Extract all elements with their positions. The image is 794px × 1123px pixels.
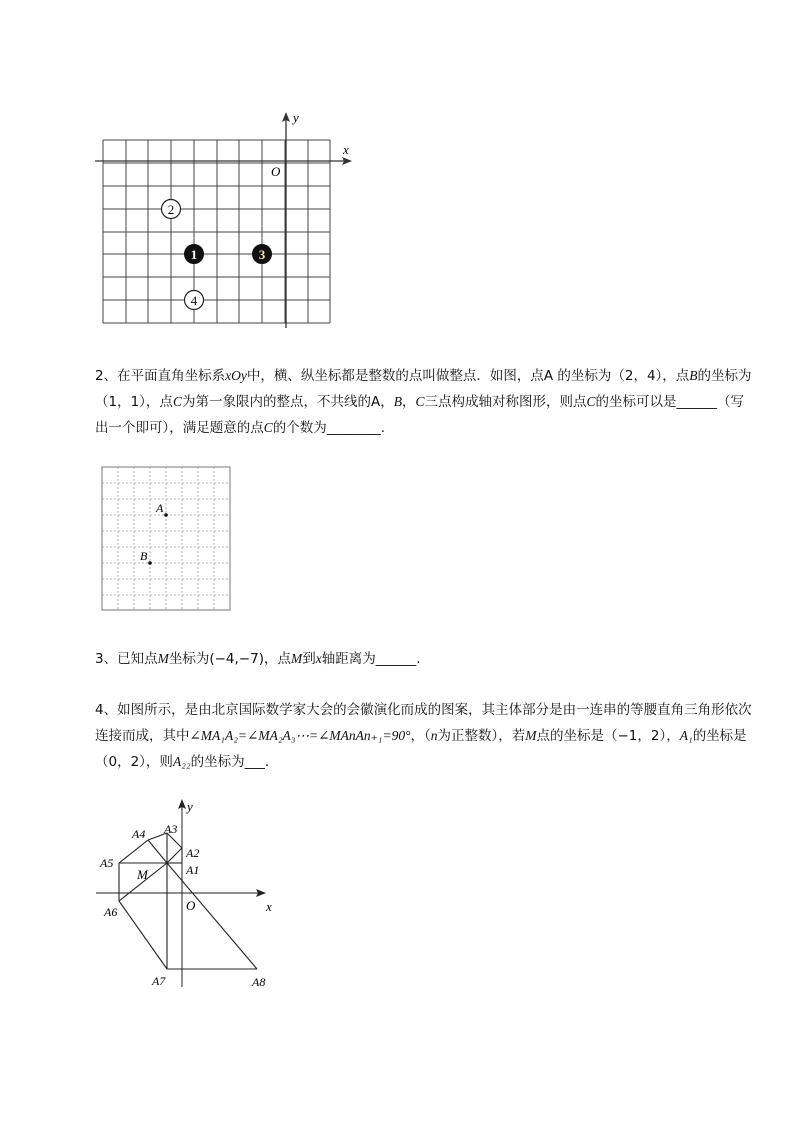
q4-text-6: 的坐标为___. — [190, 754, 270, 770]
q2-c2: C — [415, 394, 425, 409]
origin-label: O — [186, 898, 196, 913]
q4-angles: ∠MA₁A₂=∠MA₂A₃⋯=∠MAnAn₊₁=90° — [189, 728, 411, 743]
x-axis-label: x — [266, 899, 272, 914]
q4-text-3: 为正整数），若 — [437, 728, 526, 744]
point-a1-label: A1 — [186, 863, 200, 877]
point-b — [148, 561, 152, 565]
q4-a22: A₂₂ — [172, 754, 191, 769]
q4-m: M — [525, 728, 537, 743]
q4-text-2: ，（ — [410, 728, 431, 744]
q2-text-1: 2、在平面直角坐标系 — [95, 368, 226, 384]
q4-a1: A₁ — [679, 728, 693, 743]
q3-coord: (−4,−7) — [209, 651, 264, 667]
figure-grid-points — [100, 465, 235, 613]
figure-go-board — [90, 108, 365, 333]
q2-text-3: 点 — [675, 368, 690, 384]
point-a-label: A — [156, 501, 164, 515]
q2-text-2: 中，横、纵坐标都是整数的点叫做整点．如图，点A 的坐标为（2，4）， — [246, 368, 676, 384]
q2-text-4: 的坐标为（1，1），点 — [95, 368, 752, 410]
x-axis-label: x — [343, 142, 349, 157]
question-3 — [95, 646, 755, 672]
q4-text-5: 的坐标是（0，2），则 — [95, 728, 747, 770]
q2-text-5: 为第一象限内的整点，不共线的A， — [181, 394, 394, 410]
piece-1 — [185, 245, 204, 264]
q2-c4: C — [263, 420, 273, 435]
q2-b2: B — [393, 394, 402, 409]
point-m-label: M — [137, 867, 148, 882]
q2-c3: C — [586, 394, 596, 409]
figure-triangle-spiral — [90, 795, 290, 995]
q2-text-8: 的坐标可以是______（写出一个即可），满足题意的点 — [95, 394, 744, 436]
point-a3-label: A3 — [164, 822, 178, 836]
point-a2-label: A2 — [186, 846, 200, 860]
point-a4-label: A4 — [132, 827, 146, 841]
y-axis-label: y — [187, 799, 193, 814]
q3-x: x — [315, 651, 322, 666]
q2-text-7: 三点构成轴对称图形，则点 — [424, 394, 587, 410]
q4-text-1: 4、如图所示，是由北京国际数学家大会的会徽演化而成的图案，其主体部分是由一连串的等腰直角三角形依次连接而成，其中 — [95, 702, 752, 744]
q3-text-5: 轴距离为______. — [321, 651, 421, 667]
q4-n: n — [430, 728, 438, 743]
y-axis-label: y — [293, 110, 299, 125]
q3-text-2: 坐标为 — [168, 651, 210, 667]
piece-2-label: 2 — [167, 202, 175, 217]
q3-text-4: 到 — [302, 651, 316, 667]
question-4 — [95, 697, 755, 775]
point-a6-label: A6 — [104, 905, 118, 919]
question-2 — [95, 363, 755, 441]
q3-text-1: 3、已知点 — [95, 651, 158, 667]
q2-text-6: ， — [401, 394, 416, 410]
q2-b: B — [689, 368, 698, 383]
q3-m2: M — [290, 651, 303, 666]
piece-1-label: 1 — [190, 247, 198, 262]
q3-m: M — [157, 651, 169, 666]
piece-4-label: 4 — [190, 293, 198, 308]
piece-3 — [253, 245, 272, 264]
q3-text-3: ，点 — [263, 651, 291, 667]
q2-c1: C — [172, 394, 182, 409]
grid-lines — [103, 140, 330, 323]
q2-text-9: 的个数为________. — [272, 420, 386, 436]
q2-xoy: xOy — [225, 368, 247, 383]
point-a8-label: A8 — [252, 975, 266, 989]
piece-3-label: 3 — [258, 247, 266, 262]
origin-label: O — [271, 164, 281, 179]
piece-2 — [162, 200, 181, 219]
grid-dotted-lines — [102, 467, 230, 610]
point-b-label: B — [140, 549, 148, 563]
piece-4 — [185, 291, 204, 310]
point-a5-label: A5 — [100, 856, 114, 870]
point-a7-label: A7 — [152, 974, 166, 988]
point-a — [164, 513, 168, 517]
q4-text-4: 点的坐标是（−1，2）， — [536, 728, 680, 744]
